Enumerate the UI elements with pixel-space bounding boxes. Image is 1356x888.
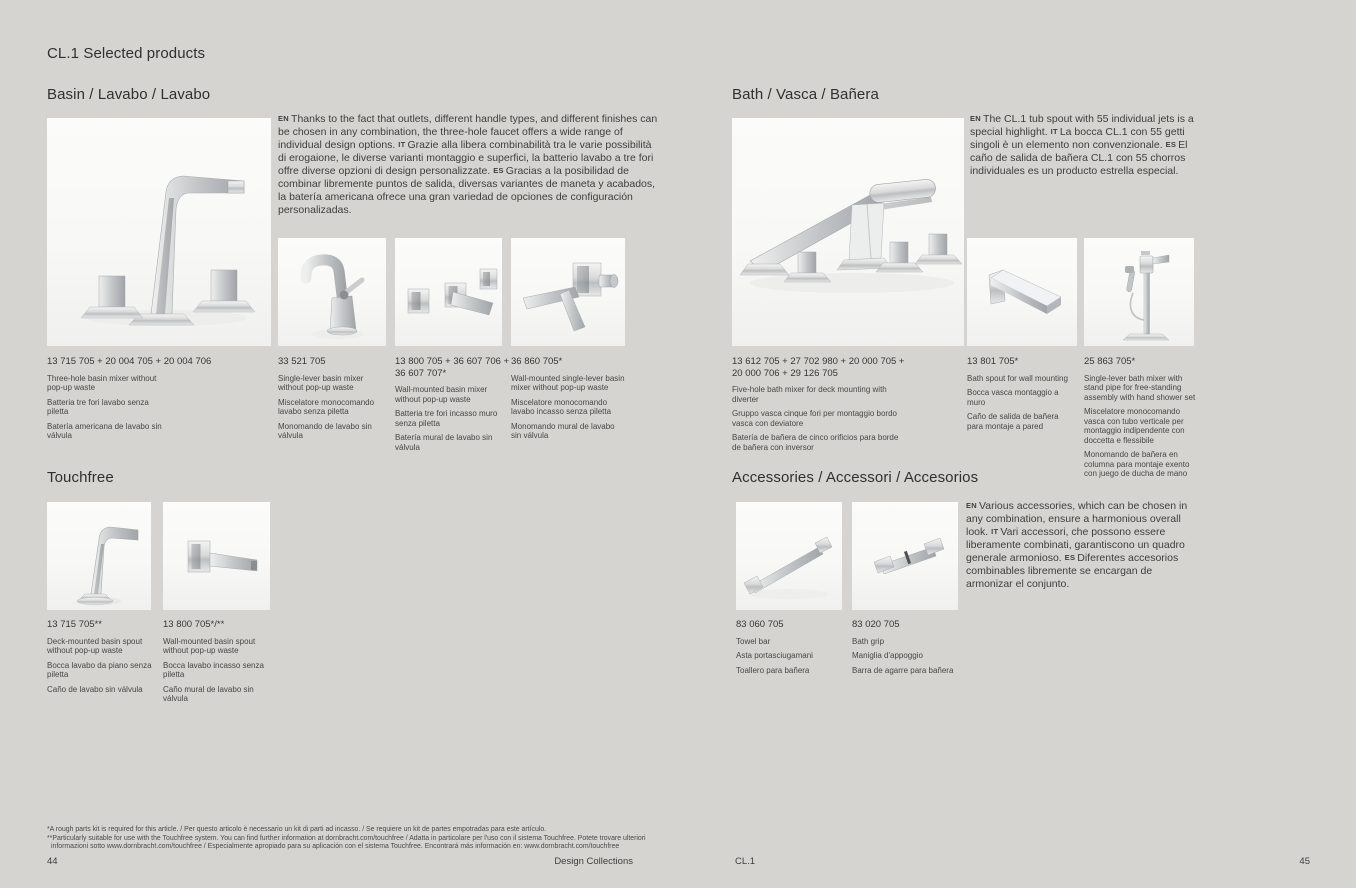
accessories-intro-en: Various accessories, which can be chosen in any combination, ensure a harmonious overall look. bbox=[966, 500, 1188, 538]
product-desc-it: Miscelatore monocomando lavabo incasso senza piletta bbox=[511, 397, 612, 416]
product-desc-es: Batería mural de lavabo sin válvula bbox=[395, 433, 493, 452]
product-desc-es: Batería americana de lavabo sin válvula bbox=[47, 421, 162, 440]
product-image-towel-bar bbox=[736, 502, 842, 610]
bath-intro-it: La bocca CL.1 con 55 getti singoli è un elemento non convenzionale. bbox=[970, 126, 1185, 151]
footnote-line: *A rough parts kit is required for this article. / Per questo articolo è necessario un kit di parti ad incasso. / Se requiere un kit de partes empotradas para este artículo. bbox=[47, 826, 547, 833]
product-desc-es: Monomando de bañera en columna para montaje exento con juego de ducha de mano bbox=[1084, 450, 1190, 478]
product-entry bbox=[852, 619, 972, 680]
product-desc-en: Single-lever bath mixer with stand pipe for free-standing assembly with hand shower set bbox=[1084, 373, 1196, 402]
page-title: CL.1 Selected products bbox=[47, 45, 206, 62]
product-entry bbox=[1084, 356, 1198, 484]
product-desc-en: Three-hole basin mixer without pop-up waste bbox=[47, 373, 157, 392]
product-desc-es: Barra de agarre para bañera bbox=[852, 665, 954, 675]
product-entry bbox=[278, 356, 384, 446]
product-entry bbox=[511, 356, 625, 446]
product-desc-it: Miscelatore monocomando vasca con tubo verticale per montaggio indipendente con doccetta e flessibile bbox=[1084, 407, 1185, 445]
product-desc-en: Bath grip bbox=[852, 636, 885, 646]
lang-marker-it: IT bbox=[1050, 126, 1058, 136]
product-desc-it: Bocca lavabo incasso senza piletta bbox=[163, 660, 264, 679]
accessories-intro-es: Diferentes accesorios combinables libremente se encargan de armonizar el conjunto. bbox=[966, 552, 1179, 590]
product-image-five-hole-bath-mixer bbox=[732, 118, 964, 346]
product-desc-es: Monomando de lavabo sin válvula bbox=[278, 421, 372, 440]
footnote-line: informazioni sotto www.dornbracht.com/touchfree / Especialmente apropiado para su aplicación con el sistema Touchfree. Encontrará más información en: www.dornbracht.com/touchfree bbox=[51, 843, 620, 851]
bath-section-title: Bath / Vasca / Bañera bbox=[732, 86, 879, 103]
product-entry bbox=[732, 356, 960, 457]
lang-marker-it: IT bbox=[398, 139, 406, 149]
lang-marker-en: EN bbox=[970, 113, 982, 123]
basin-intro bbox=[278, 113, 660, 217]
product-desc-es: Batería de bañera de cinco orificios para borde de bañera con inversor bbox=[732, 433, 899, 452]
footer-section-right: CL.1 bbox=[735, 856, 756, 867]
product-desc-es: Monomando mural de lavabo sin válvula bbox=[511, 421, 615, 440]
product-entry bbox=[967, 356, 1075, 436]
product-desc-en: Wall-mounted single-lever basin mixer without pop-up waste bbox=[511, 373, 625, 392]
product-desc-it: Batteria tre fori incasso muro senza piletta bbox=[395, 409, 498, 428]
product-entry bbox=[47, 356, 271, 446]
product-code: 13 800 705 + 36 607 706 + 36 607 707* bbox=[395, 356, 510, 379]
page-number-left: 44 bbox=[47, 856, 58, 867]
product-image-three-hole-basin-mixer bbox=[47, 118, 271, 346]
product-desc-en: Wall-mounted basin mixer without pop-up waste bbox=[395, 385, 488, 404]
product-code: 13 612 705 + 27 702 980 + 20 000 705 + 20 000 706 + 29 126 705 bbox=[732, 356, 905, 379]
accessories-intro-it: Vari accessori, che possono essere liberamente combinati, garantiscono un quadro generale armonioso. bbox=[966, 526, 1185, 564]
product-entry bbox=[395, 356, 510, 457]
product-image-freestanding-bath-mixer bbox=[1084, 238, 1194, 346]
lang-marker-es: ES bbox=[493, 165, 504, 175]
product-desc-es: Caño de lavabo sin válvula bbox=[47, 684, 143, 694]
product-desc-it: Miscelatore monocomando lavabo senza piletta bbox=[278, 397, 375, 416]
product-desc-es: Caño de salida de bañera para montaje a pared bbox=[967, 412, 1059, 431]
footer-section-left: Design Collections bbox=[554, 856, 633, 867]
product-code: 36 860 705* bbox=[511, 356, 563, 367]
product-desc-it: Bocca vasca montaggio a muro bbox=[967, 388, 1059, 407]
product-code: 13 800 705*/** bbox=[163, 619, 225, 630]
product-entry bbox=[47, 619, 159, 699]
page-number-right: 45 bbox=[1299, 856, 1310, 867]
footnote-line: **Particularly suitable for use with the Touchfree system. You can find further information at dornbracht.com/touchfree / Adatta in particolare per l'uso con il sistema Touchfree. Potete trovare ulteriori bbox=[47, 834, 646, 842]
product-desc-it: Bocca lavabo da piano senza piletta bbox=[47, 660, 152, 679]
basin-intro-it: Grazie alla libera combinabilità tra le varie possibilità di erogaione, le diverse varianti montaggio e superfici, la batterio lavabo a tre fori offre diverse opzioni di design personalizzate. bbox=[278, 139, 654, 177]
product-image-deck-mounted-basin-spout bbox=[47, 502, 151, 610]
product-desc-it: Gruppo vasca cinque fori per montaggio bordo vasca con deviatore bbox=[732, 409, 897, 428]
product-code: 13 715 705** bbox=[47, 619, 102, 630]
product-entry bbox=[163, 619, 275, 709]
accessories-intro bbox=[966, 500, 1198, 591]
lang-marker-en: EN bbox=[278, 113, 290, 123]
bath-intro-es: El caño de salida de bañera CL.1 con 55 chorros individuales es un producto estrella especial. bbox=[970, 139, 1188, 177]
lang-marker-es: ES bbox=[1064, 552, 1076, 562]
bath-intro bbox=[970, 113, 1194, 178]
accessories-section-title: Accessories / Accessori / Accesorios bbox=[732, 469, 979, 486]
product-code: 83 020 705 bbox=[852, 619, 900, 630]
product-image-single-lever-basin-mixer bbox=[278, 238, 386, 346]
product-desc-en: Five-hole bath mixer for deck mounting with diverter bbox=[732, 385, 887, 404]
lang-marker-en: EN bbox=[966, 500, 978, 510]
product-entry bbox=[736, 619, 848, 680]
lang-marker-es: ES bbox=[1165, 139, 1177, 149]
product-image-wall-mounted-single-lever-basin-mixer bbox=[511, 238, 625, 346]
product-desc-it: Maniglia d'appoggio bbox=[852, 651, 923, 660]
bath-intro-en: The CL.1 tub spout with 55 individual jets is a special highlight. bbox=[970, 113, 1194, 138]
product-desc-en: Single-lever basin mixer without pop-up waste bbox=[278, 373, 364, 392]
touchfree-section-title: Touchfree bbox=[47, 469, 114, 486]
product-desc-en: Towel bar bbox=[736, 636, 771, 646]
product-code: 13 715 705 + 20 004 705 + 20 004 706 bbox=[47, 356, 212, 367]
product-desc-en: Deck-mounted basin spout without pop-up waste bbox=[47, 636, 143, 655]
footnotes bbox=[47, 826, 687, 852]
product-desc-en: Wall-mounted basin spout without pop-up waste bbox=[163, 636, 256, 655]
product-desc-it: Asta portasciugamani bbox=[736, 651, 813, 660]
product-image-wall-mounted-basin-mixer bbox=[395, 238, 502, 346]
product-desc-it: Batteria tre fori lavabo senza piletta bbox=[47, 397, 149, 416]
basin-intro-es: Gracias a la posibilidad de combinar libremente puntos de salida, diversas variantes de maneta y acabados, la batería americana ofrece una gran variedad de opciones de configuración personalizadas. bbox=[278, 165, 656, 216]
product-desc-es: Caño mural de lavabo sin válvula bbox=[163, 684, 254, 703]
product-code: 83 060 705 bbox=[736, 619, 784, 630]
basin-intro-en: Thanks to the fact that outlets, different handle types, and different finishes can be chosen in any combination, the three-hole faucet offers a wide range of individual design options. bbox=[278, 113, 658, 151]
basin-section-title: Basin / Lavabo / Lavabo bbox=[47, 86, 211, 103]
product-code: 25 863 705* bbox=[1084, 356, 1136, 367]
lang-marker-it: IT bbox=[991, 526, 999, 536]
product-code: 13 801 705* bbox=[967, 356, 1019, 367]
product-image-bath-spout-wall bbox=[967, 238, 1077, 346]
product-desc-en: Bath spout for wall mounting bbox=[967, 373, 1068, 383]
product-image-wall-mounted-basin-spout bbox=[163, 502, 270, 610]
product-desc-es: Toallero para bañera bbox=[736, 665, 810, 675]
product-image-bath-grip bbox=[852, 502, 958, 610]
product-code: 33 521 705 bbox=[278, 356, 326, 367]
